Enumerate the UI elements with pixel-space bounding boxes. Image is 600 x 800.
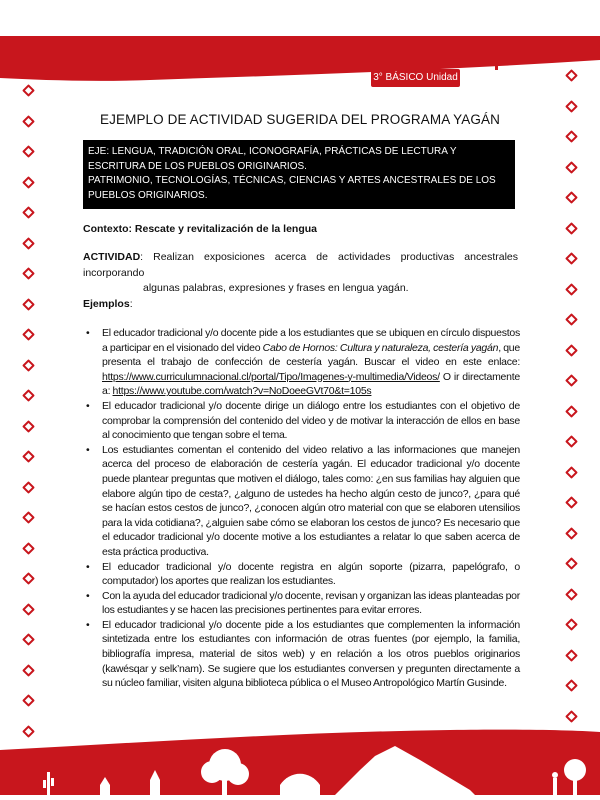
diamond-ornament-icon [22, 572, 35, 585]
eje-box [83, 140, 515, 209]
eje-line-2: PATRIMONIO, TECNOLOGÍAS, TÉCNICAS, CIENCIAS Y ARTES ANCESTRALES DE LOS PUEBLOS ORIGINARIOS. [88, 175, 496, 201]
diamond-ornament-icon [22, 237, 35, 250]
b1-text: El educador tradicional y/o docente pide a los estudiantes que se ubiquen en círculo dispuestos a participar en el visionado del video [102, 327, 520, 354]
curriculum-link[interactable]: https://www.curriculumnacional.cl/portal/Tipo/Imagenes-y-multimedia/Videos/ [102, 370, 440, 383]
diamond-ornament-icon [565, 69, 578, 82]
activity-text: : Realizan exposiciones acerca de actividades productivas ancestrales incorporando [83, 251, 518, 279]
diamond-ornament-icon [565, 618, 578, 631]
diamond-ornament-icon [565, 710, 578, 723]
diamond-ornament-icon [22, 359, 35, 372]
diamond-ornament-icon [22, 84, 35, 97]
diamond-ornament-icon [565, 313, 578, 326]
grade-unit-badge: 3° BÁSICO Unidad 2 [371, 69, 460, 87]
header-red-wave [0, 0, 600, 100]
diamond-ornament-icon [22, 694, 35, 707]
diamond-ornament-icon [565, 649, 578, 662]
examples-list [83, 326, 520, 691]
list-item: • Con la ayuda del educador tradicional y/o docente, revisan y organizan las ideas planteadas por los estudiantes y se hacen las precisiones pertinentes para evitar errores. [83, 589, 520, 618]
diamond-ornament-icon [22, 603, 35, 616]
diamond-ornament-icon [565, 191, 578, 204]
diamond-ornament-icon [565, 435, 578, 448]
diamond-ornament-icon [565, 557, 578, 570]
diamond-ornament-icon [22, 328, 35, 341]
examples-colon: : [129, 298, 133, 310]
list-item: • Los estudiantes comentan el contenido del video relativo a las informaciones que manejen acerca del proceso de elaboración de cestería yagán. El educador tradicional y/o docente puede plantear preguntas que motiven el diálogo, tales como: ¿en sus familias hay alguien que elabore algún tipo de cesta?, ¿alguno de ustedes ha hecho algún cesto de junco?, ¿para qué se hacían estos cestos de junco?, ¿conocen algún otro material con que se elaboren utensilios para la vida cotidiana?, ¿alguien sabe cómo se elaboran los cestos de junco? Es necesario que el educador tradicional y/o docente motive a los estudiantes a relatar lo que saben acerca de esta práctica productiva. [83, 443, 520, 560]
diamond-ornament-icon [22, 389, 35, 402]
diamond-ornament-icon [565, 679, 578, 692]
list-item: • El educador tradicional y/o docente registra en algún soporte (pizarra, papelógrafo, o computador) los aportes que realizan los estudiantes. [83, 560, 520, 589]
eje-line-1: EJE: LENGUA, TRADICIÓN ORAL, ICONOGRAFÍA, PRÁCTICAS DE LECTURA Y ESCRITURA DE LOS PUEBLOS ORIGINARIOS. [88, 146, 457, 172]
page-title: EJEMPLO DE ACTIVIDAD SUGERIDA DEL PROGRAMA YAGÁN [100, 112, 500, 127]
footer-landscape-illustration [0, 728, 600, 800]
diamond-ornament-icon [565, 344, 578, 357]
video-title: Cabo de Hornos: Cultura y naturaleza, cestería yagán [262, 341, 499, 354]
list-item: • El educador tradicional y/o docente pide a los estudiantes que complementen la información sintetizada entre los estudiantes con información de otras fuentes (por ejemplo, la familia, bibliografía impresa, material de sitos web) y en relación a los otros pueblos originarios (kawésqar y selk’nam). Se sugiere que los estudiantes conversen y pregunten directamente a su núcleo familiar, visiten alguna biblioteca pública o el Museo Antropológico Martín Gusinde. [83, 618, 520, 691]
diamond-ornament-icon [565, 130, 578, 143]
examples-label: Ejemplos [83, 298, 130, 310]
diamond-ornament-icon [22, 481, 35, 494]
list-item [83, 326, 520, 399]
diamond-ornament-icon [565, 283, 578, 296]
diamond-ornament-icon [565, 161, 578, 174]
diamond-ornament-icon [22, 542, 35, 555]
diamond-ornament-icon [22, 664, 35, 677]
diamond-ornament-icon [22, 450, 35, 463]
context-heading: Contexto: Rescate y revitalización de la lengua [83, 223, 317, 235]
diamond-ornament-icon [22, 145, 35, 158]
diamond-ornament-icon [565, 527, 578, 540]
list-item: • El educador tradicional y/o docente dirige un diálogo entre los estudiantes con el objetivo de comprobar la comprensión del contenido del video y de motivar la interacción de ellos en base al conocimiento que tengan sobre el tema. [83, 399, 520, 443]
activity-text-2: algunas palabras, expresiones y frases en lengua yagán. [143, 282, 409, 294]
diamond-ornament-icon [22, 511, 35, 524]
diamond-ornament-icon [22, 206, 35, 219]
b1-text-3: O ir directamente a: [102, 370, 520, 398]
activity-label: ACTIVIDAD [83, 251, 141, 263]
examples-heading [83, 297, 133, 313]
diamond-ornament-icon [22, 420, 35, 433]
diamond-ornament-icon [565, 466, 578, 479]
diamond-ornament-icon [22, 633, 35, 646]
diamond-ornament-icon [565, 588, 578, 601]
diamond-ornament-icon [565, 222, 578, 235]
diamond-ornament-icon [22, 176, 35, 189]
youtube-link[interactable]: https://www.youtube.com/watch?v=NoDoeeGVt70&t=105s [112, 385, 372, 398]
diamond-ornament-icon [565, 496, 578, 509]
diamond-ornament-icon [22, 298, 35, 311]
diamond-ornament-icon [22, 267, 35, 280]
activity-paragraph [83, 250, 518, 297]
diamond-ornament-icon [565, 252, 578, 265]
diamond-ornament-icon [565, 405, 578, 418]
diamond-ornament-icon [565, 374, 578, 387]
diamond-ornament-icon [565, 100, 578, 113]
b1-text-2: , que presenta el trabajo de confección de cestería yagán. Buscar el video en este enlace: [102, 341, 520, 369]
